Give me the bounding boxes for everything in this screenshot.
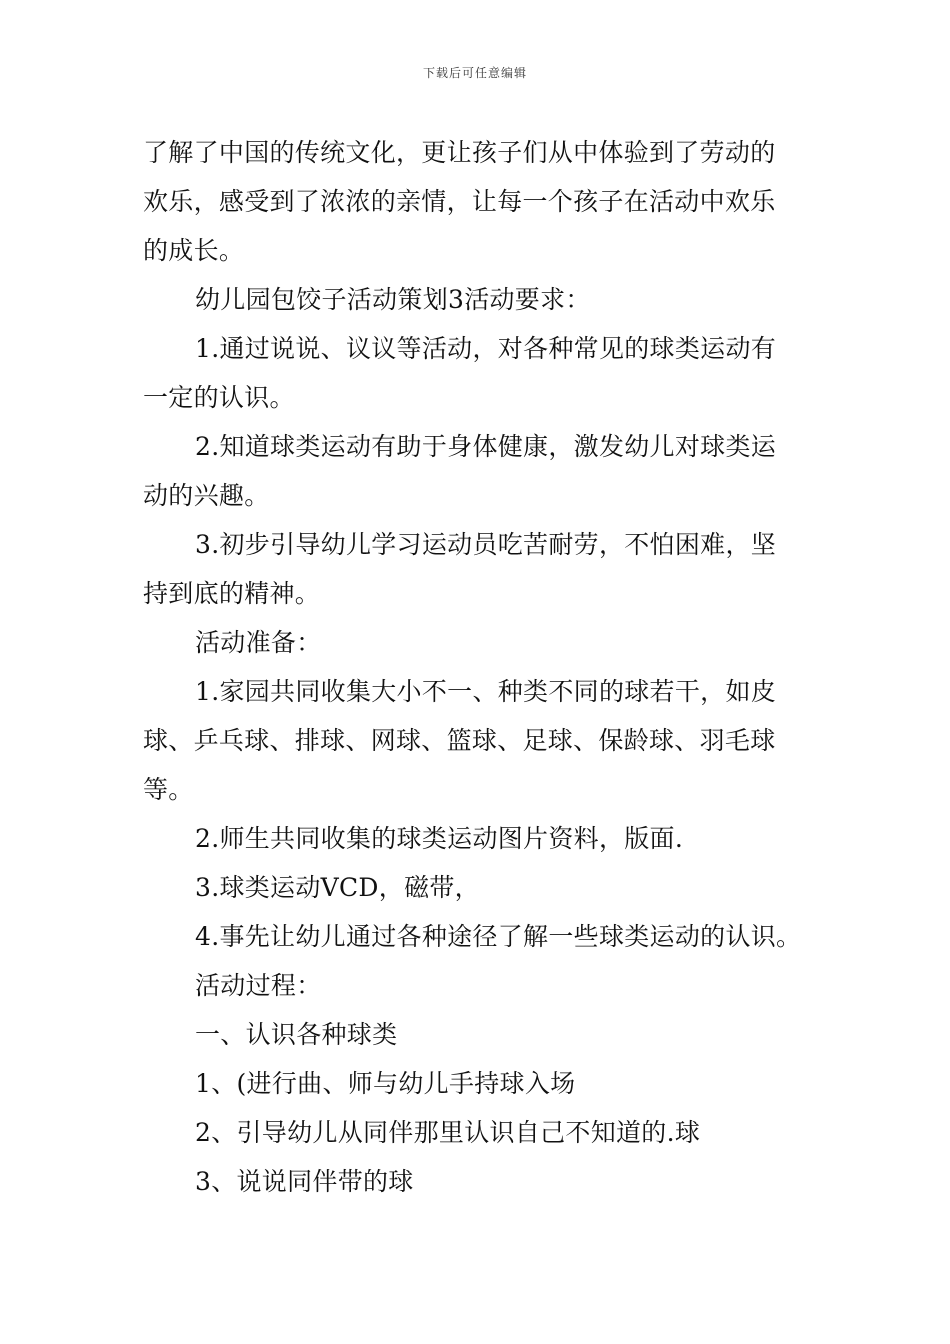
list-item: 1.家园共同收集大小不一、种类不同的球若干，如皮 <box>195 677 777 706</box>
list-item: 2.知道球类运动有助于身体健康，激发幼儿对球类运 <box>195 432 777 461</box>
document-body <box>143 128 807 1206</box>
list-item: 3、说说同伴带的球 <box>195 1167 414 1196</box>
page-header: 下载后可任意编辑 <box>422 66 527 80</box>
list-item-continuation: 球、乒乓球、排球、网球、篮球、足球、保龄球、羽毛球 <box>143 726 776 755</box>
section-heading: 活动过程： <box>195 971 322 1000</box>
list-item: 1.通过说说、议议等活动，对各种常见的球类运动有 <box>195 334 777 363</box>
list-item: 4.事先让幼儿通过各种途径了解一些球类运动的认识。 <box>195 922 802 951</box>
list-item-continuation: 持到底的精神。 <box>143 579 321 608</box>
list-item: 2.师生共同收集的球类运动图片资料，版面. <box>195 824 684 853</box>
list-item: 2、引导幼儿从同伴那里认识自己不知道的.球 <box>195 1118 701 1147</box>
section-heading: 幼儿园包饺子活动策划3活动要求： <box>195 285 591 314</box>
list-item-continuation: 动的兴趣。 <box>143 481 270 510</box>
list-item: 1、(进行曲、师与幼儿手持球入场 <box>195 1069 576 1098</box>
list-item-continuation: 一定的认识。 <box>143 383 295 412</box>
list-item: 3.球类运动VCD，磁带， <box>195 873 480 902</box>
list-item: 3.初步引导幼儿学习运动员吃苦耐劳，不怕困难，坚 <box>195 530 777 559</box>
paragraph-line: 的成长。 <box>143 236 245 265</box>
section-heading: 活动准备： <box>195 628 322 657</box>
paragraph-line: 了解了中国的传统文化，更让孩子们从中体验到了劳动的 <box>143 138 776 167</box>
paragraph-line: 欢乐，感受到了浓浓的亲情，让每一个孩子在活动中欢乐 <box>143 187 776 216</box>
subsection-heading: 一、认识各种球类 <box>195 1020 398 1049</box>
list-item-continuation: 等。 <box>143 775 194 804</box>
